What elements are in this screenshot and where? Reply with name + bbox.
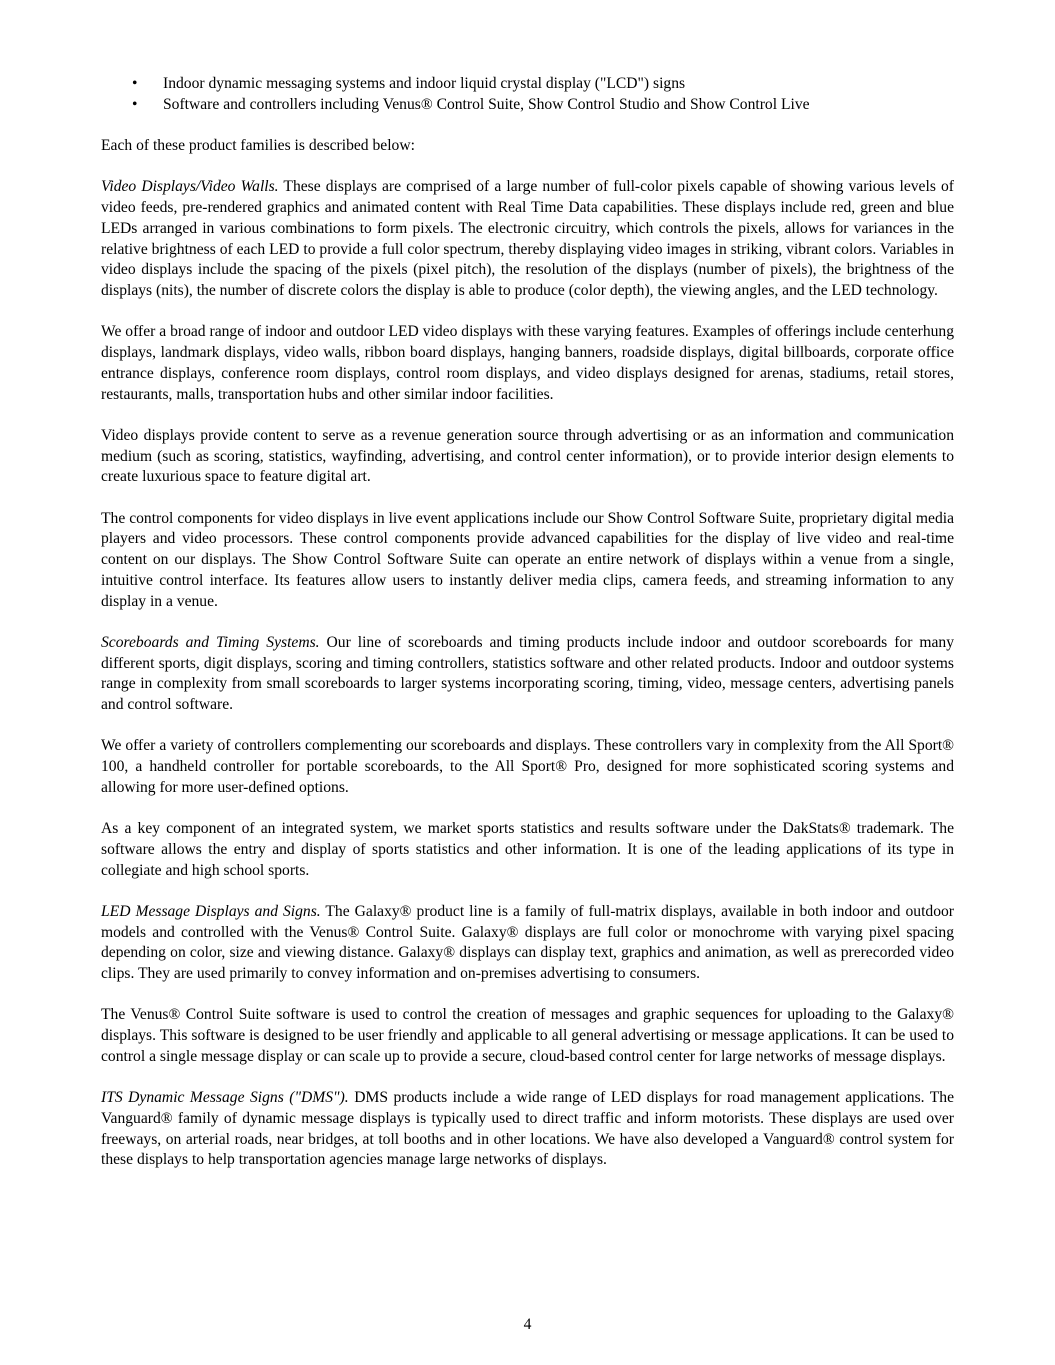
paragraph-video-displays — [101, 177, 954, 301]
paragraph-scoreboards — [101, 633, 954, 716]
page-number: 4 — [523, 1316, 532, 1333]
paragraph-led-message-displays — [101, 902, 954, 985]
section-heading: ITS Dynamic Message Signs ("DMS"). — [101, 1089, 349, 1107]
paragraph-controllers: We offer a variety of controllers complementing our scoreboards and displays. These controllers vary in complexity from the All Sport® 100, a handheld controller for portable scoreboards, to the All Sport® Pro, designed for more sophisticated scoring systems and allowing for more user-defined options. — [101, 737, 954, 796]
bullet-item — [101, 74, 954, 95]
paragraph-text: Our line of scoreboards and timing products include indoor and outdoor scoreboards for many different sports, digit displays, scoring and timing controllers, statistics software and other related products. Indoor and outdoor systems range in complexity from small scoreboards to larger systems incorporating scoring, timing, video, message centers, advertising panels and control software. — [101, 633, 955, 713]
paragraph-text: DMS products include a wide range of LED displays for road management applications. The Vanguard® family of dynamic message displays is typically used to direct traffic and inform motorists. These displays are used over freeways, on arterial roads, near bridges, at toll booths and in other locations. We have also developed a Vanguard® control system for these displays to help transportation agencies manage large networks of displays. — [101, 1089, 954, 1169]
paragraph-video-content: Video displays provide content to serve as a revenue generation source through advertising or as an information and communication medium (such as scoring, statistics, wayfinding, advertising, and control center information), or to provide interior design elements to create luxurious space to feature digital art. — [101, 426, 954, 486]
paragraph-dakstats: As a key component of an integrated system, we market sports statistics and results software under the DakStats® trademark. The software allows the entry and display of sports statistics and other information. It is one of the leading applications of its type in collegiate and high school sports. — [101, 820, 954, 879]
bullet-text: Indoor dynamic messaging systems and indoor liquid crystal display ("LCD") signs — [163, 75, 686, 92]
product-bullet-list — [101, 74, 954, 115]
bullet-item — [101, 95, 954, 116]
paragraph-control-components: The control components for video displays in live event applications include our Show Control Software Suite, proprietary digital media players and video processors. These control components provide advanced capabilities for the display of live video and real-time content on our displays. The Show Control Software Suite can operate an entire network of displays within a venue from a single, intuitive control interface. Its features allow users to instantly deliver media clips, camera feeds, and streaming information to any display in a venue. — [101, 509, 954, 610]
section-heading: Video Displays/Video Walls. — [101, 178, 279, 196]
paragraph-text: The Galaxy® product line is a family of full-matrix displays, available in both indoor and outdoor models and controlled with the Venus® Control Suite. Galaxy® displays are full color or monochrome with varying pixel spacing depending on color, size and viewing distance. Galaxy® displays can display text, graphics and animation, as well as prerecorded video clips. They are used primarily to convey information and on-premises advertising to consumers. — [101, 902, 954, 983]
paragraph-its-dms — [101, 1088, 954, 1171]
bullet-marker: • — [132, 95, 138, 113]
intro-paragraph: Each of these product families is described below: — [101, 137, 415, 155]
document-page — [101, 74, 954, 1192]
paragraph-video-offerings: We offer a broad range of indoor and outdoor LED video displays with these varying features. Examples of offerings include centerhung displays, landmark displays, video walls, ribbon board displays, hanging banners, roadside displays, digital billboards, corporate office entrance displays, conference room displays, control room displays, and video displays designed for arenas, stadiums, retail stores, restaurants, malls, transportation hubs and other similar indoor facilities. — [101, 323, 954, 403]
bullet-text: Software and controllers including Venus® Control Suite, Show Control Studio and Show Control Live — [163, 95, 810, 113]
paragraph-venus-control-suite: The Venus® Control Suite software is used to control the creation of messages and graphic sequences for uploading to the Galaxy® displays. This software is designed to be user friendly and applicable to all general advertising or message applications. It can be used to control a single message display or can scale up to provide a secure, cloud-based control center for large networks of message displays. — [101, 1006, 954, 1065]
section-heading: LED Message Displays and Signs. — [101, 902, 321, 920]
bullet-marker: • — [132, 75, 138, 92]
section-heading: Scoreboards and Timing Systems. — [101, 633, 320, 651]
paragraph-text: These displays are comprised of a large number of full-color pixels capable of showing various levels of video feeds, pre-rendered graphics and animated content with Real Time Data capabilities. These displays include red, green and blue LEDs arranged in various combinations to form pixels. The electronic circuitry, which controls the pixels, allows for variances in the relative brightness of each LED to provide a full color spectrum, thereby displaying video images in striking, vibrant colors. Variables in video displays include the spacing of the pixels (pixel pitch), the resolution of the displays (number of pixels), the brightness of the displays (nits), the number of discrete colors the display is able to produce (color depth), the viewing angles, and the LED technology. — [101, 178, 954, 299]
